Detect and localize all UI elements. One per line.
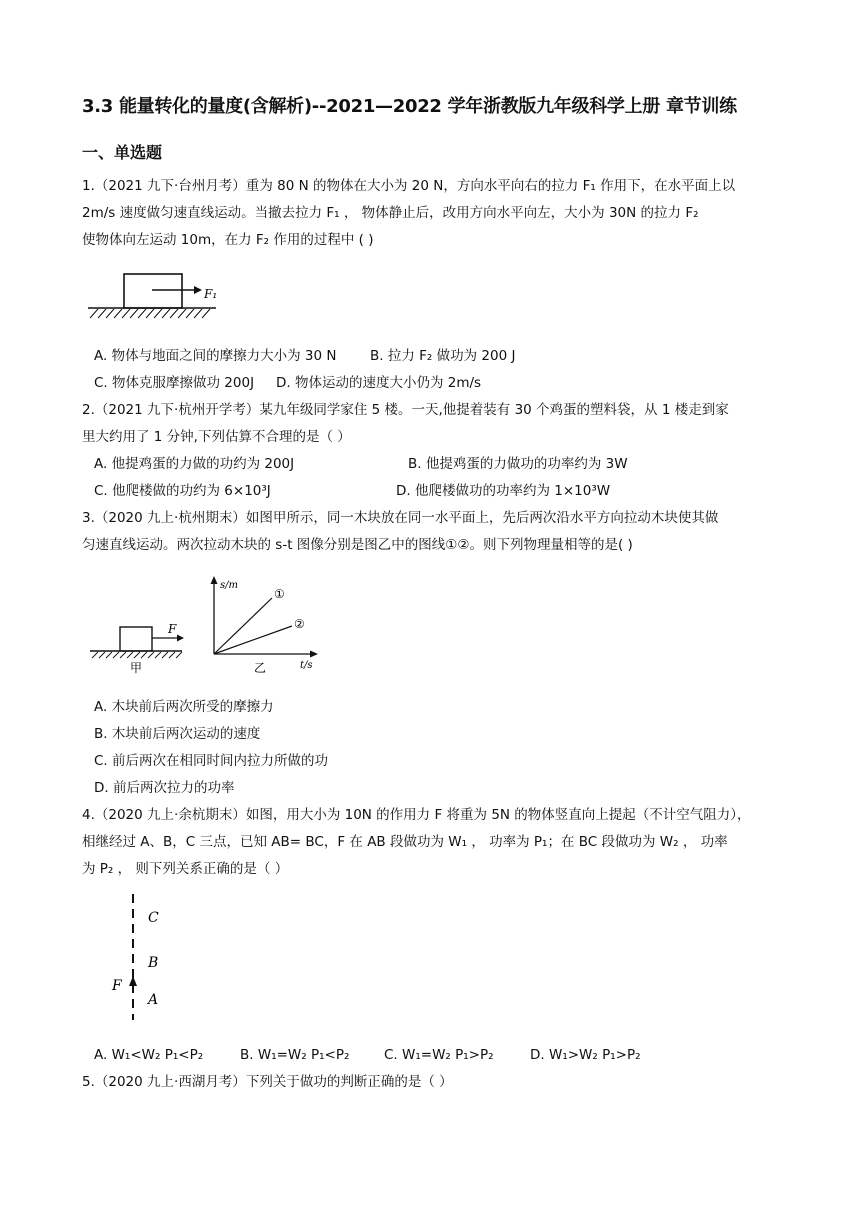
q1-option-c: C. 物体克服摩擦做功 200J [94, 375, 255, 391]
q3-graph-line-1 [214, 598, 272, 654]
q3-y-axis-label: s/m [220, 580, 238, 591]
q5-line-1: 5.（2020 九上·西湖月考）下列关于做功的判断正确的是（ ） [82, 1074, 453, 1090]
q3-option-d: D. 前后两次拉力的功率 [94, 780, 235, 796]
q4-label-a: A [148, 992, 159, 1008]
q4-option-d: D. W₁>W₂ P₁>P₂ [530, 1047, 641, 1063]
q4-option-a: A. W₁<W₂ P₁<P₂ [94, 1047, 204, 1063]
q3-option-b: B. 木块前后两次运动的速度 [94, 726, 261, 742]
q3-force-arrow-head [177, 635, 184, 642]
q3-caption-yi: 乙 [254, 661, 267, 675]
q4-line-2: 相继经过 A、B，C 三点，已知 AB= BC，F 在 AB 段做功为 W₁ ， 功率为 P₁；在 BC 段做功为 W₂ ， 功率 [82, 834, 728, 850]
q4-line-3: 为 P₂ ， 则下列关系正确的是（ ） [82, 861, 289, 877]
q1-line-1: 1.（2021 九下·台州月考）重为 80 N 的物体在大小为 20 N，方向水平向右的拉力 F₁ 作用下，在水平面上以 [82, 178, 736, 194]
force-label: F₁ [204, 287, 218, 301]
q3-ground-hatching [92, 652, 182, 658]
q3-x-axis-label: t/s [300, 660, 313, 671]
q4-option-c: C. W₁=W₂ P₁>P₂ [384, 1047, 494, 1063]
q4-option-b: B. W₁=W₂ P₁<P₂ [240, 1047, 350, 1063]
q1-line-2: 2m/s 速度做匀速直线运动。当撤去拉力 F₁ ， 物体静止后，改用方向水平向左，大小为 30N 的拉力 F₂ [82, 205, 699, 221]
q3-force-label: F [168, 622, 177, 636]
q3-line-2-label: ② [294, 617, 305, 631]
q3-y-axis-arrow [211, 576, 218, 584]
q3-x-axis-arrow [310, 651, 318, 658]
q1-option-a: A. 物体与地面之间的摩擦力大小为 30 N [94, 348, 337, 364]
q3-line-1: 3.（2020 九上·杭州期末）如图甲所示，同一木块放在同一水平面上，先后两次沿水平方向拉动木块使其做 [82, 510, 719, 526]
q3-option-a: A. 木块前后两次所受的摩擦力 [94, 699, 274, 715]
q1-option-b: B. 拉力 F₂ 做功为 200 J [370, 348, 516, 364]
q2-line-1: 2.（2021 九下·杭州开学考）某九年级同学家住 5 楼。一天,他提着装有 30 个鸡蛋的塑料袋，从 1 楼走到家 [82, 402, 729, 418]
q2-option-a: A. 他提鸡蛋的力做的功约为 200J [94, 456, 295, 472]
document-title: 3.3 能量转化的量度(含解析)--2021—2022 学年浙教版九年级科学上册 章节训练 [82, 96, 737, 117]
q1-option-d: D. 物体运动的速度大小仍为 2m/s [276, 375, 482, 391]
q3-caption-jia: 甲 [130, 661, 143, 675]
block-shape [124, 274, 182, 308]
q3-block [120, 627, 152, 651]
q4-label-b: B [148, 955, 159, 971]
q3-line-2: 匀速直线运动。两次拉动木块的 s-t 图像分别是图乙中的图线①②。则下列物理量相等的是( ) [82, 537, 633, 553]
q2-option-b: B. 他提鸡蛋的力做功的功率约为 3W [408, 456, 628, 472]
q1-line-3: 使物体向左运动 10m，在力 F₂ 作用的过程中 ( ) [82, 232, 374, 248]
q1-block-figure [88, 268, 220, 324]
section-heading: 一、单选题 [82, 143, 163, 162]
q4-label-f: F [112, 978, 122, 994]
q3-option-c: C. 前后两次在相同时间内拉力所做的功 [94, 753, 329, 769]
ground-hatching [90, 309, 210, 318]
q4-force-arrow [129, 976, 137, 986]
force-arrow-head [194, 286, 202, 294]
q4-figure [108, 892, 178, 1024]
q3-graph-line-2 [214, 626, 292, 654]
q4-line-1: 4.（2020 九上·余杭期末）如图，用大小为 10N 的作用力 F 将重为 5N 的物体竖直向上提起（不计空气阻力）， [82, 807, 751, 823]
q3-figure [88, 572, 328, 676]
q2-option-c: C. 他爬楼做的功约为 6×10³J [94, 483, 271, 499]
q3-line-1-label: ① [274, 587, 285, 601]
q2-line-2: 里大约用了 1 分钟,下列估算不合理的是（ ） [82, 429, 351, 445]
q2-option-d: D. 他爬楼做功的功率约为 1×10³W [396, 483, 611, 499]
q4-label-c: C [148, 910, 159, 926]
